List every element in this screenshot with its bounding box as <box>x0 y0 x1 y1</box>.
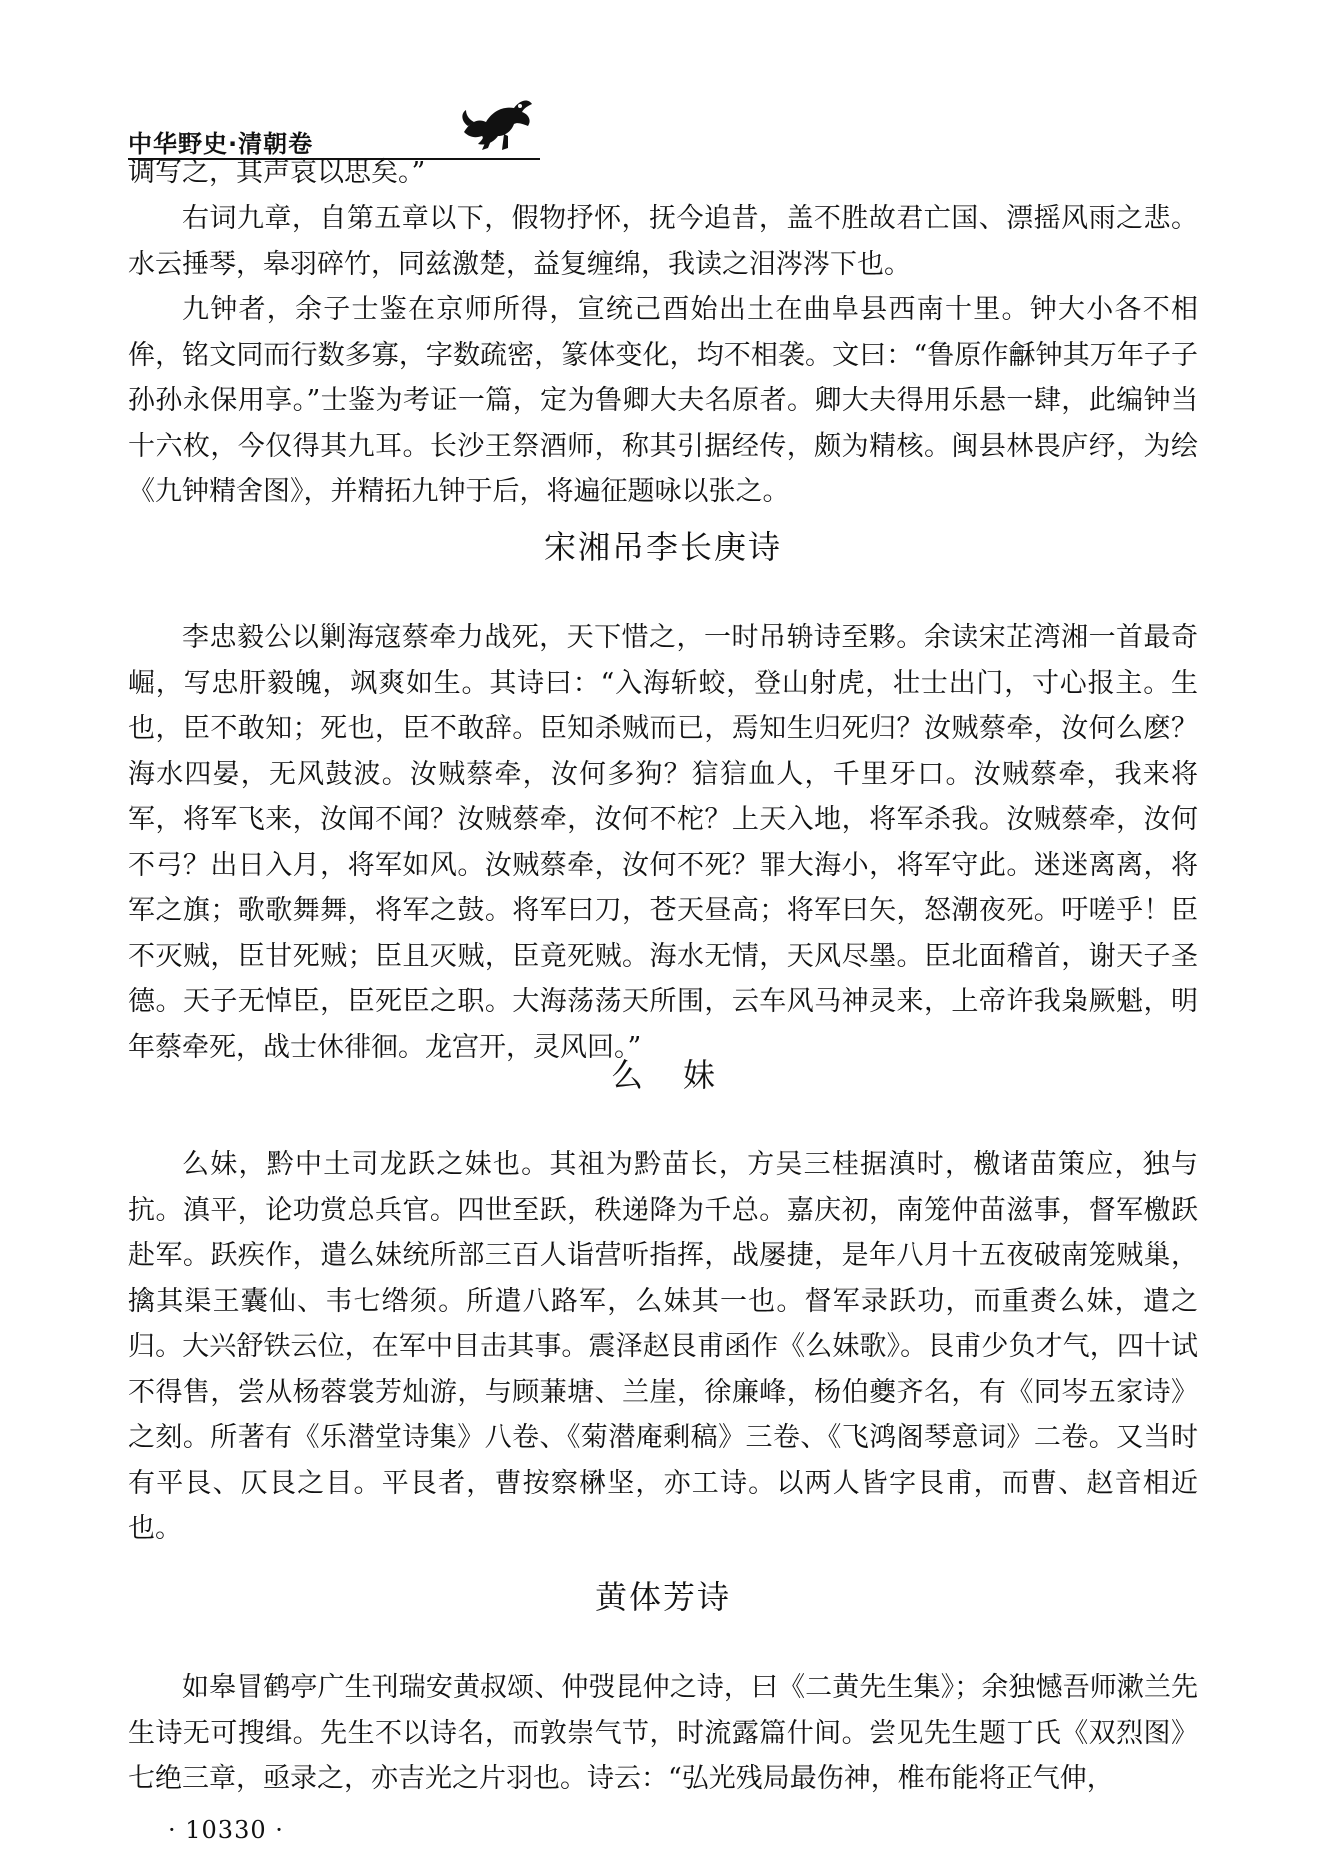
paragraph: 如皋冒鹤亭广生刊瑞安黄叔颂、仲弢昆仲之诗，曰《二黄先生集》；余独憾吾师漱兰先生诗无可搜缉。先生不以诗名，而敦崇气节，时流露篇什间。尝见先生题丁氏《双烈图》七绝三章，亟录之，亦吉光之片羽也。诗云：“弘光残局最伤神，椎布能将正气伸， <box>128 1672 1198 1794</box>
paragraph: 九钟者，余子士鉴在京师所得，宣统己酉始出土在曲阜县西南十里。钟大小各不相侔，铭文同而行数多寡，字数疏密，篆体变化，均不相袭。文曰：“鲁原作龢钟其万年子子孙孙永保用享。”士鉴为考证一篇，定为鲁卿大夫名原者。卿大夫得用乐悬一肆，此编钟当十六枚，今仅得其九耳。长沙王祭酒师，称其引据经传，颇为精核。闽县林畏庐纾，为绘《九钟精舍图》，并精拓九钟于后，将遍征题咏以张之。 <box>128 294 1198 507</box>
book-title: 中华野史·清朝卷 <box>128 130 314 158</box>
section-title: 黄体芳诗 <box>594 1578 731 1616</box>
page-number: · 10330 · <box>168 1816 284 1844</box>
paragraph: 李忠毅公以剿海寇蔡牵力战死，天下惜之，一时吊辀诗至夥。余读宋芷湾湘一首最奇崛，写忠肝毅魄，飒爽如生。其诗曰：“入海斩蛟，登山射虎，壮士出门，寸心报主。生也，臣不敢知；死也，臣不敢辞。臣知杀贼而已，焉知生归死归？汝贼蔡牵，汝何么麽？海水四晏，无风鼓波。汝贼蔡牵，汝何多狗？狺狺血人，千里牙口。汝贼蔡牵，我来将军，将军飞来，汝闻不闻？汝贼蔡牵，汝何不柁？上天入地，将军杀我。汝贼蔡牵，汝何不弓？出日入月，将军如风。汝贼蔡牵，汝何不死？罪大海小，将军守此。迷迷离离，将军之旗；歌歌舞舞，将军之鼓。将军曰刀，苍天昼高；将军曰矢，怒潮夜死。吁嗟乎！臣不灭贼，臣甘死贼；臣且灭贼，臣竟死贼。海水无情，天风尽墨。臣北面稽首，谢天子圣德。天子无悼臣，臣死臣之职。大海荡荡天所围，云车风马神灵来，上帝许我枭厥魁，明年蔡牵死，战士休徘徊。龙宫开，灵风回。” <box>128 622 1198 1063</box>
paragraph: 么妹，黔中土司龙跃之妹也。其祖为黔苗长，方吴三桂据滇时，檄诸苗策应，独与抗。滇平，论功赏总兵官。四世至跃，秩递降为千总。嘉庆初，南笼仲苗滋事，督军檄跃赴军。跃疾作，遣么妹统所部三百人诣营听指挥，战屡捷，是年八月十五夜破南笼贼巢，擒其渠王囊仙、韦七绺须。所遣八路军，么妹其一也。督军录跃功，而重赉么妹，遣之归。大兴舒铁云位，在军中目击其事。震泽赵艮甫函作《么妹歌》。艮甫少负才气，四十试不得售，尝从杨蓉裳芳灿游，与顾蒹塘、兰崖，徐廉峰，杨伯夔齐名，有《同岑五家诗》之刻。所著有《乐潜堂诗集》八卷、《菊潜庵剩稿》三卷、《飞鸿阁琴意词》二卷。又当时有平艮、仄艮之目。平艮者，曹按察楙坚，亦工诗。以两人皆字艮甫，而曹、赵音相近也。 <box>128 1149 1198 1544</box>
paragraph: 右词九章，自第五章以下，假物抒怀，抚今追昔，盖不胜故君亡国、漂摇风雨之悲。水云捶琴，皋羽碎竹，同兹激楚，益复缠绵，我读之泪涔涔下也。 <box>128 203 1198 280</box>
section-title: 宋湘吊李长庚诗 <box>543 528 782 566</box>
dragon-icon <box>458 92 538 154</box>
paragraph-continuation: 调写之，其声哀以思矣。” <box>128 157 426 188</box>
section-title: 么妹 <box>610 1056 755 1094</box>
